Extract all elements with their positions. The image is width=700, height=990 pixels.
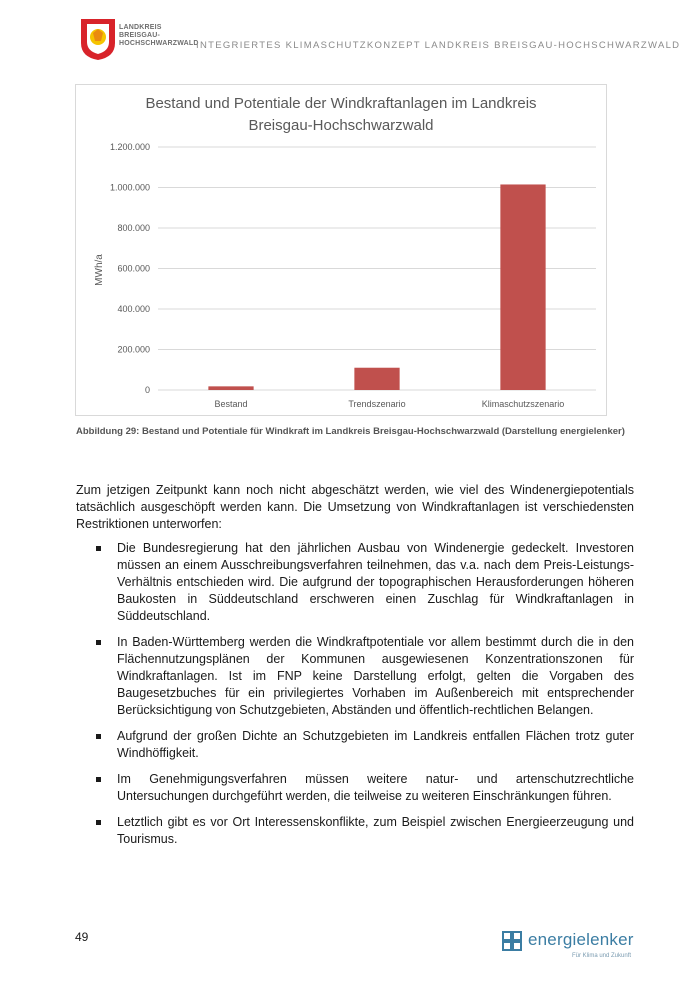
list-item: Aufgrund der großen Dichte an Schutzgebieten im Landkreis entfallen Flächen trotz guter Windhöffigkeit. bbox=[94, 728, 634, 762]
y-tick-label: 800.000 bbox=[117, 223, 150, 233]
y-axis-label: MWh/a bbox=[94, 254, 105, 286]
restriction-list bbox=[94, 540, 634, 857]
page-number: 49 bbox=[75, 930, 89, 944]
chart-container bbox=[75, 84, 607, 416]
list-item: Letztlich gibt es vor Ort Interessenskonflikte, zum Beispiel zwischen Energieerzeugung und Tourismus. bbox=[94, 814, 634, 848]
bullet-icon bbox=[96, 734, 101, 739]
chart-title-line-1: Bestand und Potentiale der Windkraftanlagen im Landkreis bbox=[145, 95, 537, 112]
bullet-icon bbox=[96, 640, 101, 645]
x-category-label: Klimaschutzszenario bbox=[481, 399, 565, 409]
footer-tagline: Für Klima und Zukunft bbox=[572, 953, 632, 959]
bullet-icon bbox=[96, 820, 101, 825]
header-title: INTEGRIERTES KLIMASCHUTZKONZEPT LANDKREIS BREISGAU-HOCHSCHWARZWALD bbox=[196, 40, 681, 51]
y-tick-label: 1.000.000 bbox=[109, 182, 150, 193]
footer-brand: energielenker bbox=[528, 930, 634, 949]
y-tick-label: 0 bbox=[144, 385, 150, 395]
bar-bestand bbox=[208, 386, 253, 390]
y-tick-label: 400.000 bbox=[117, 304, 150, 314]
y-tick-label: 1.200.000 bbox=[109, 142, 150, 152]
intro-paragraph: Zum jetzigen Zeitpunkt kann noch nicht abgeschätzt werden, wie viel des Windenergiepotentials tatsächlich ausgeschöpft werden kann. Die Umsetzung von Windkraftanlagen ist verschiedensten Restriktionen unterworfen: bbox=[76, 483, 634, 531]
logo-text: LANDKREIS BREISGAU- HOCHSCHWARZWALD bbox=[119, 24, 199, 47]
list-item: Im Genehmigungsverfahren müssen weitere natur- und artenschutzrechtliche Untersuchungen durchgeführt werden, die teilweise zu weiteren Einschränkungen führen. bbox=[94, 771, 634, 805]
bar-klimaschutzszenario bbox=[500, 184, 545, 390]
chart-title-line-2: Breisgau-Hochschwarzwald bbox=[248, 117, 434, 134]
y-tick-label: 600.000 bbox=[117, 263, 150, 274]
bullet-icon bbox=[96, 777, 101, 782]
figure-caption: Abbildung 29: Bestand und Potentiale für Windkraft im Landkreis Breisgau-Hochschwarzwald (Darstellung energielenker) bbox=[76, 426, 625, 437]
bullet-icon bbox=[96, 546, 101, 551]
x-category-label: Trendszenario bbox=[348, 399, 406, 409]
list-item: In Baden-Württemberg werden die Windkraftpotentiale vor allem bestimmt durch die in den Flächennutzungsplänen der Kommunen ausgewiesenen Konzentrationszonen für Windkraftanlagen. Ist im FNP keine Darstellung erfolgt, gelten die Vorgaben des Baugesetzbuches für ein privilegiertes Vorhaben im Außenbereich mit entsprechender Berücksichtigung von Schutzgebieten, Abständen und öffentlich-rechtlichen Belangen. bbox=[94, 634, 634, 719]
bar-trendszenario bbox=[354, 368, 399, 390]
bar-chart bbox=[76, 85, 606, 415]
list-item: Die Bundesregierung hat den jährlichen Ausbau von Windenergie gedeckelt. Investoren müssen an einem Ausschreibungsverfahren teilnehmen, das v.a. nach dem Preis-Leistungs-Verhältnis entschieden wird. Die aufgrund der topographischen Herausforderungen höheren Baukosten in Süddeutschland erschweren einen Zuschlag für Windkraftanlagen in Süddeutschland. bbox=[94, 540, 634, 625]
y-tick-label: 200.000 bbox=[117, 344, 150, 355]
x-category-label: Bestand bbox=[214, 399, 248, 409]
